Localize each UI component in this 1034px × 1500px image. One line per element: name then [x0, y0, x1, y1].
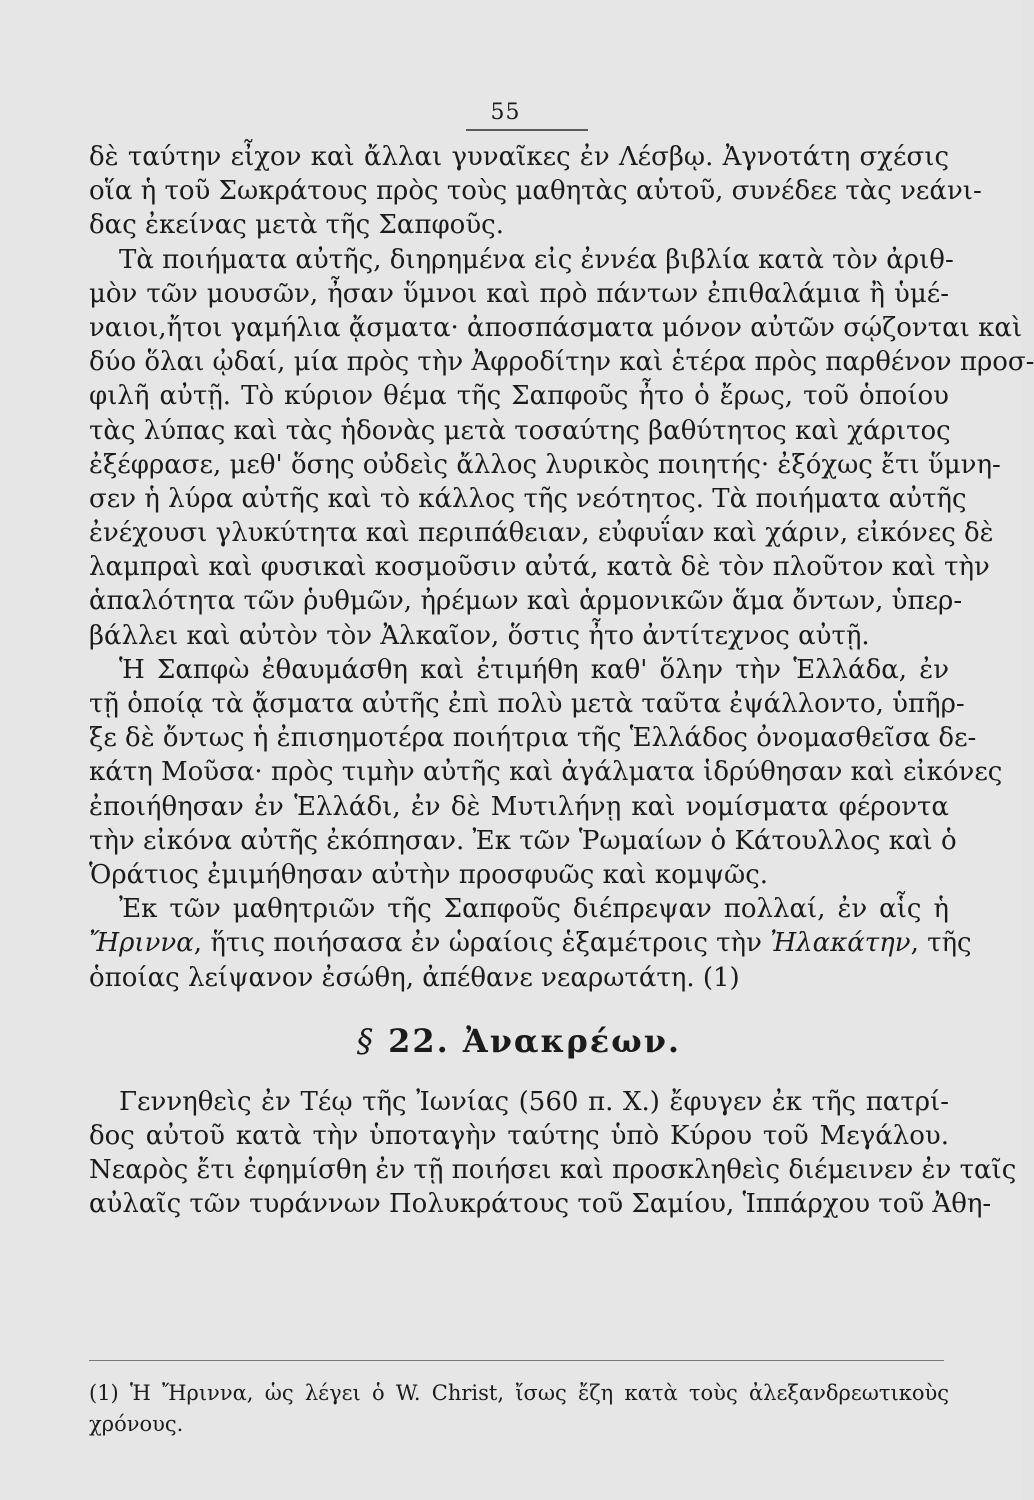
name-elakate: Ἠλακάτην: [770, 928, 911, 959]
text-fragment: , ἥτις ποιήσασα ἐν ὡραίοις ἑξαμέτροις τὴν: [193, 928, 762, 959]
paragraph-3: [89, 653, 1003, 892]
text-line: ὁποίας λείψανον ἐσώθη, ἀπέθανε νεαρωτάτη. (1): [89, 962, 740, 993]
footnote-rule: [89, 1360, 944, 1361]
text-line: Γεννηθεὶς ἐν Τέῳ τῆς Ἰωνίας (560 π. Χ.) ἔφυγεν ἐκ τῆς πατρί-: [119, 1086, 949, 1117]
text-line: ξε δὲ ὄντως ἡ ἐπισημοτέρα ποιήτρια τῆς Ἑλλάδος ὀνομασθεῖσα δε-: [89, 723, 977, 754]
text-line: τὴν εἰκόνα αὐτῆς ἐκόπησαν. Ἐκ τῶν Ῥωμαίων ὁ Κάτουλλος καὶ ὁ: [89, 825, 957, 856]
text-line: δος αὐτοῦ κατὰ τὴν ὑποταγὴν ταύτης ὑπὸ Κύρου τοῦ Μεγάλου.: [89, 1120, 949, 1151]
footnote-line: (1) Ἡ Ἤριννα, ὡς λέγει ὁ W. Christ, ἴσως ἔζη κατὰ τοὺς ἀλεξανδρεωτικοὺς: [89, 1381, 949, 1405]
text-line: δύο ὅλαι ᾠδαί, μία πρὸς τὴν Ἀφροδίτην καὶ ἑτέρα πρὸς παρθένον προσ-: [89, 347, 1034, 378]
header-rule: [466, 129, 588, 131]
text-line: [89, 926, 972, 960]
text-line: τὰς λύπας καὶ τὰς ἡδονὰς μετὰ τοσαύτης βαθύτητος καὶ χάριτος: [89, 415, 951, 446]
page-number: 55: [490, 100, 521, 125]
text-line: ἐνέχουσι γλυκύτητα καὶ περιπάθειαν, εὐφυΐαν καὶ χάριν, εἰκόνες δὲ: [89, 518, 994, 549]
text-line: Ὁράτιος ἐμιμήθησαν αὐτὴν προσφυῶς καὶ κομψῶς.: [89, 859, 769, 890]
text-line: Ἡ Σαπφὼ ἐθαυμάσθη καὶ ἐτιμήθη καθ' ὅλην τὴν Ἑλλάδα, ἐν: [119, 654, 949, 685]
text-line: ἐξέφρασε, μεθ' ὅσης οὐδεὶς ἄλλος λυρικὸς ποιητής· ἐξόχως ἔτι ὕμνη-: [89, 449, 1001, 480]
paragraph-5: [89, 1085, 1017, 1222]
text-line: Ἐκ τῶν μαθητριῶν τῆς Σαπφοῦς διέπρεψαν πολλαί, ἐν αἷς ἡ: [119, 894, 949, 925]
text-line: λαμπραὶ καὶ φυσικαὶ κοσμοῦσιν αὐτά, κατὰ δὲ τὸν πλοῦτον καὶ τὴν: [89, 552, 990, 583]
main-text: [89, 140, 1034, 1221]
text-fragment: , τῆς: [910, 928, 972, 959]
paragraph-4: [89, 892, 972, 995]
text-line: αὐλαῖς τῶν τυράννων Πολυκράτους τοῦ Σαμίου, Ἱππάρχου τοῦ Ἀθη-: [89, 1189, 992, 1220]
text-line: δας ἐκείνας μετὰ τῆς Σαπφοῦς.: [89, 210, 504, 241]
text-line: τῇ ὁποίᾳ τὰ ᾄσματα αὐτῆς ἐπὶ πολὺ μετὰ ταῦτα ἐψάλλοντο, ὑπῆρ-: [89, 689, 965, 719]
text-line: δὲ ταύτην εἶχον καὶ ἄλλαι γυναῖκες ἐν Λέσβῳ. Ἀγνοτάτη σχέσις: [89, 142, 949, 172]
text-line: φιλῆ αὐτῇ. Τὸ κύριον θέμα τῆς Σαπφοῦς ἦτο ὁ ἔρως, τοῦ ὁποίου: [89, 381, 949, 412]
text-line: σεν ἡ λύρα αὐτῆς καὶ τὸ κάλλος τῆς νεότητος. Τὰ ποιήματα αὐτῆς: [89, 483, 967, 514]
section-heading: [89, 1017, 949, 1065]
text-line: κάτη Μοῦσα· πρὸς τιμὴν αὐτῆς καὶ ἀγάλματα ἱδρύθησαν καὶ εἰκόνες: [89, 757, 1003, 788]
footnote-line: χρόνους.: [89, 1412, 184, 1436]
text-line: Νεαρὸς ἔτι ἐφημίσθη ἐν τῇ ποιήσει καὶ προσκληθεὶς διέμεινεν ἐν ταῖς: [89, 1155, 1017, 1186]
text-line: μὸν τῶν μουσῶν, ἦσαν ὕμνοι καὶ πρὸ πάντων ἐπιθαλάμια ἢ ὑμέ-: [89, 278, 949, 309]
text-line: οἵα ἡ τοῦ Σωκράτους πρὸς τοὺς μαθητὰς αὑτοῦ, συνέδεε τὰς νεάνι-: [89, 176, 982, 207]
name-erinna: Ἤριννα: [89, 928, 194, 959]
paragraph-1: [89, 140, 982, 243]
paragraph-2: [89, 243, 1034, 653]
section-symbol: §: [356, 1021, 375, 1060]
footnote: [89, 1378, 949, 1440]
text-line: ἁπαλότητα τῶν ῥυθμῶν, ἠρέμων καὶ ἁρμονικῶν ἅμα ὄντων, ὑπερ-: [89, 586, 963, 617]
text-line: ναιοι,ἤτοι γαμήλια ᾄσματα· ἀποσπάσματα μόνον αὐτῶν σῴζονται καὶ: [89, 312, 1023, 343]
section-number: 22.: [388, 1021, 450, 1060]
text-line: ἐποιήθησαν ἐν Ἑλλάδι, ἐν δὲ Μυτιλήνῃ καὶ νομίσματα φέροντα: [89, 791, 949, 822]
section-title: Ἀνακρέων.: [462, 1021, 682, 1060]
text-line: βάλλει καὶ αὐτὸν τὸν Ἀλκαῖον, ὅστις ἦτο ἀντίτεχνος αὐτῇ.: [89, 620, 870, 651]
text-line: Τὰ ποιήματα αὐτῆς, διηρημένα εἰς ἐννέα βιβλία κατὰ τὸν ἀριθ-: [119, 244, 954, 275]
